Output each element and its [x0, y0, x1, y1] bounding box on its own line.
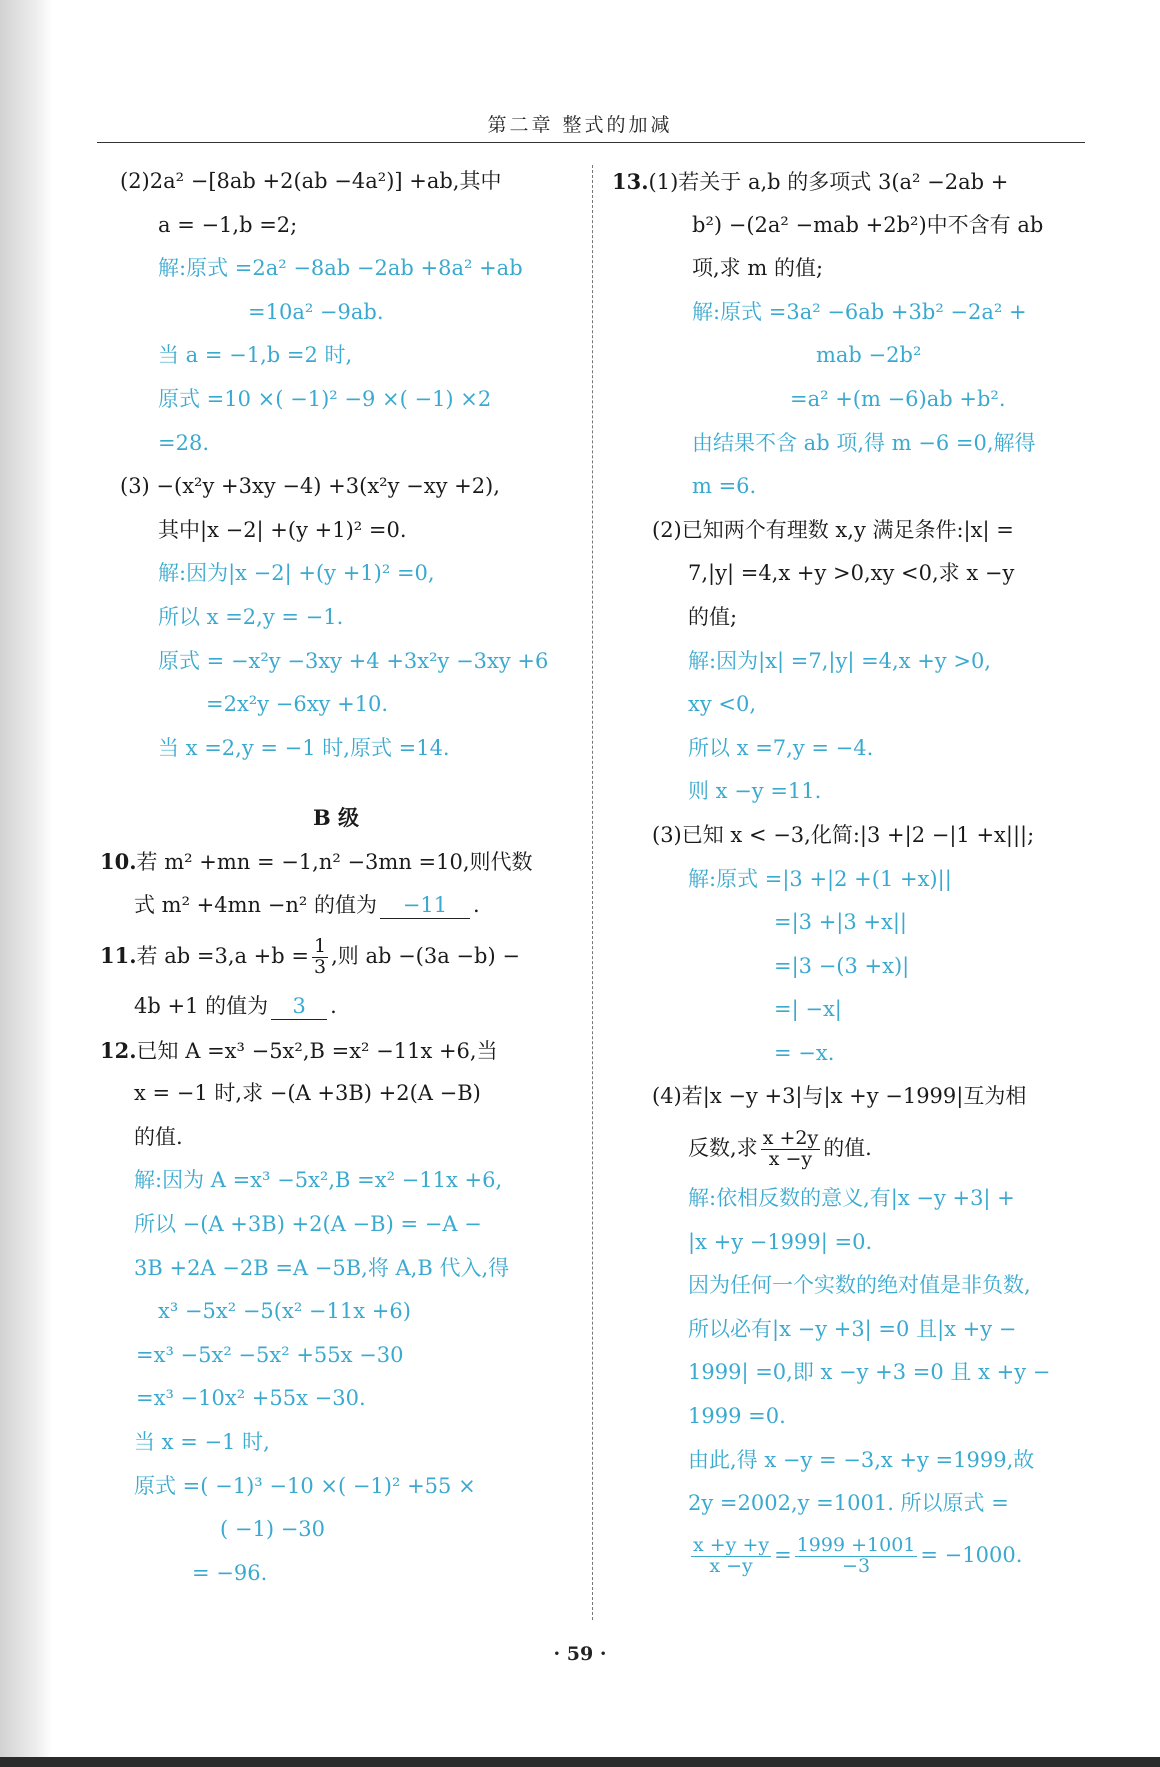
- q13-part1-solution-line: 解:原式 =3a² −6ab +3b² −2a² +: [692, 299, 1027, 324]
- q11-fraction-numerator: 1: [314, 935, 327, 958]
- q13-part1-solution-line: m =6.: [692, 474, 757, 499]
- q13-part2-text: 的值;: [688, 604, 738, 629]
- q10-text: 若 m² +mn = −1,n² −3mn =10,则代数: [136, 849, 533, 874]
- q13-part1-text: (1)若关于 a,b 的多项式 3(a² −2ab +: [648, 170, 1009, 194]
- q12-solution-line: =x³ −5x² −5x² +55x −30: [136, 1342, 404, 1367]
- q9-part3-solution-line: 原式 = −x²y −3xy +4 +3x²y −3xy +6: [158, 648, 549, 673]
- q13-part4-solution-line: 所以必有|x −y +3| =0 且|x +y −: [688, 1316, 1017, 1341]
- q10-line1: [100, 840, 572, 884]
- q10-text: 式 m² +4mn −n² 的值为: [134, 892, 377, 917]
- q12-text: 的值.: [134, 1124, 183, 1149]
- q13-part2-solution-line: 解:因为|x| =7,|y| =4,x +y >0,: [688, 648, 991, 673]
- page-edge-shadow: [0, 0, 52, 1767]
- q11-text: 4b +1 的值为: [134, 994, 269, 1019]
- fraction-denominator: x −y: [709, 1554, 753, 1577]
- chapter-header: 第二章 整式的加减: [487, 114, 673, 136]
- column-divider: [592, 165, 593, 1620]
- fraction-denominator: −3: [842, 1554, 871, 1577]
- q13-part4-solution-line: 2y =2002,y =1001. 所以原式 =: [688, 1491, 1009, 1516]
- q13-part4-text: 反数,求: [688, 1136, 758, 1161]
- q13-part3-solution-line: =|3 −(3 +x)|: [774, 953, 910, 978]
- left-column: [100, 160, 572, 1595]
- q12-solution-line: ( −1) −30: [220, 1517, 326, 1542]
- q13-part4-solution-line: 解:依相反数的意义,有|x −y +3| +: [688, 1186, 1015, 1211]
- q12-solution-line: =x³ −10x² +55x −30.: [136, 1386, 366, 1411]
- q13-part4-fraction: [761, 1129, 821, 1170]
- q13-part2-solution-line: 所以 x =7,y = −4.: [688, 735, 874, 760]
- q13-part4-result: = −1000.: [920, 1542, 1023, 1567]
- right-column: [612, 160, 1086, 1584]
- q13-part4-final-line: [612, 1526, 1086, 1584]
- q12-number: 12.: [100, 1037, 137, 1063]
- fraction-numerator: x +2y: [762, 1127, 819, 1150]
- q9-part2-solution-line: 原式 =10 ×( −1)² −9 ×( −1) ×2: [158, 386, 492, 411]
- q11-number: 11.: [100, 943, 137, 969]
- q13-part2-solution-line: 则 x −y =11.: [688, 779, 822, 804]
- q13-part1-solution-line: mab −2b²: [816, 343, 922, 368]
- q10-answer-blank: −11: [380, 892, 470, 919]
- q13-part4-question: [612, 1119, 1086, 1177]
- q13-part1-solution-line: 由结果不含 ab 项,得 m −6 =0,解得: [692, 430, 1036, 455]
- header-rule: [97, 142, 1085, 143]
- fraction-denominator: x −y: [768, 1148, 813, 1171]
- fraction-numerator: x +y +y: [693, 1533, 770, 1556]
- fraction-numerator: 1999 +1001: [796, 1533, 916, 1556]
- q13-part2-text: (2)已知两个有理数 x,y 满足条件:|x| =: [652, 517, 1014, 542]
- q13-part3-solution-line: =| −x|: [774, 997, 842, 1022]
- q12-solution-line: 当 x = −1 时,: [134, 1430, 270, 1455]
- q11-answer-blank: 3: [271, 993, 327, 1020]
- q11-fraction-denominator: 3: [314, 956, 327, 979]
- q12-solution-line: 3B +2A −2B =A −5B,将 A,B 代入,得: [134, 1255, 510, 1280]
- q12-line1: [100, 1029, 572, 1073]
- q11-text: 若 ab =3,a +b =: [136, 944, 309, 969]
- q12-text: x = −1 时,求 −(A +3B) +2(A −B): [134, 1081, 481, 1106]
- q9-part3-solution-line: =2x²y −6xy +10.: [206, 692, 389, 717]
- q13-part4-solution-line: 1999| =0,即 x −y +3 =0 且 x +y −: [688, 1360, 1051, 1385]
- q9-part2-solution-line: =28.: [158, 430, 209, 455]
- q9-part2-solution-line: 当 a = −1,b =2 时,: [158, 343, 353, 368]
- q13-part4-solution-line: |x +y −1999| =0.: [688, 1229, 873, 1254]
- q9-part2-condition: a = −1,b =2;: [158, 212, 298, 237]
- q12-solution-line: = −96.: [192, 1560, 268, 1585]
- q12-solution-line: 解:因为 A =x³ −5x²,B =x² −11x +6,: [134, 1168, 503, 1193]
- q9-part3-stem: (3) −(x²y +3xy −4) +3(x²y −xy +2),: [120, 474, 500, 499]
- q11-fraction: [312, 937, 328, 978]
- q11-line2: [100, 985, 572, 1029]
- q13-number: 13.: [612, 169, 649, 194]
- q13-part3-solution-line: =|3 +|3 +x||: [774, 910, 908, 935]
- q13-part3-solution-line: = −x.: [774, 1040, 835, 1065]
- q13-part4-solution-line: 1999 =0.: [688, 1404, 786, 1429]
- q11-text: ,则 ab −(3a −b) −: [331, 944, 520, 969]
- q9-part3-solution-line: 所以 x =2,y = −1.: [158, 604, 344, 629]
- q13-part1-line1: [612, 160, 1086, 204]
- q13-part4-text: 的值.: [823, 1136, 872, 1161]
- q12-solution-line: 原式 =( −1)³ −10 ×( −1)² +55 ×: [134, 1473, 476, 1498]
- equals-sign: =: [774, 1542, 792, 1567]
- q13-part4-solution-line: 由此,得 x −y = −3,x +y =1999,故: [688, 1447, 1035, 1472]
- q13-part1-solution-line: =a² +(m −6)ab +b².: [790, 386, 1006, 411]
- q13-part1-text: 项,求 m 的值;: [692, 256, 824, 281]
- q13-part4-final-fraction: [691, 1533, 771, 1577]
- q10-period: .: [472, 892, 480, 917]
- q13-part4-solution-line: 因为任何一个实数的绝对值是非负数,: [688, 1273, 1031, 1298]
- page-number: · 59 ·: [553, 1643, 607, 1665]
- q9-part3-solution-line: 解:因为|x −2| +(y +1)² =0,: [158, 561, 435, 586]
- q11-period: .: [330, 994, 337, 1019]
- q9-part3-condition: 其中|x −2| +(y +1)² =0.: [158, 517, 407, 542]
- q13-part3-solution-line: 解:原式 =|3 +|2 +(1 +x)||: [688, 866, 952, 891]
- q9-part2-solution-line: =10a² −9ab.: [248, 299, 384, 324]
- q13-part2-solution-line: xy <0,: [688, 692, 757, 717]
- q13-part3-text: (3)已知 x < −3,化简:|3 +|2 −|1 +x|||;: [652, 822, 1035, 847]
- q9-part2-stem: (2)2a² −[8ab +2(ab −4a²)] +ab,其中: [120, 169, 502, 193]
- q13-part2-text: 7,|y| =4,x +y >0,xy <0,求 x −y: [688, 561, 1015, 586]
- page-bottom-edge: [0, 1757, 1160, 1767]
- q10-number: 10.: [100, 848, 137, 874]
- q13-part4-text: (4)若|x −y +3|与|x +y −1999|互为相: [652, 1084, 1027, 1109]
- q11-line1: [100, 927, 572, 985]
- q10-line2: [100, 884, 572, 928]
- q13-part1-text: b²) −(2a² −mab +2b²)中不含有 ab: [692, 212, 1044, 237]
- q12-solution-line: 所以 −(A +3B) +2(A −B) = −A −: [134, 1212, 482, 1237]
- q13-part4-final-fraction: [795, 1533, 918, 1577]
- q12-text: 已知 A =x³ −5x²,B =x² −11x +6,当: [136, 1038, 498, 1063]
- q9-part3-solution-line: 当 x =2,y = −1 时,原式 =14.: [158, 735, 450, 760]
- q9-part2-solution-line: 解:原式 =2a² −8ab −2ab +8a² +ab: [158, 256, 523, 281]
- level-b-heading: B 级: [312, 805, 360, 831]
- q12-solution-line: x³ −5x² −5(x² −11x +6): [158, 1299, 411, 1324]
